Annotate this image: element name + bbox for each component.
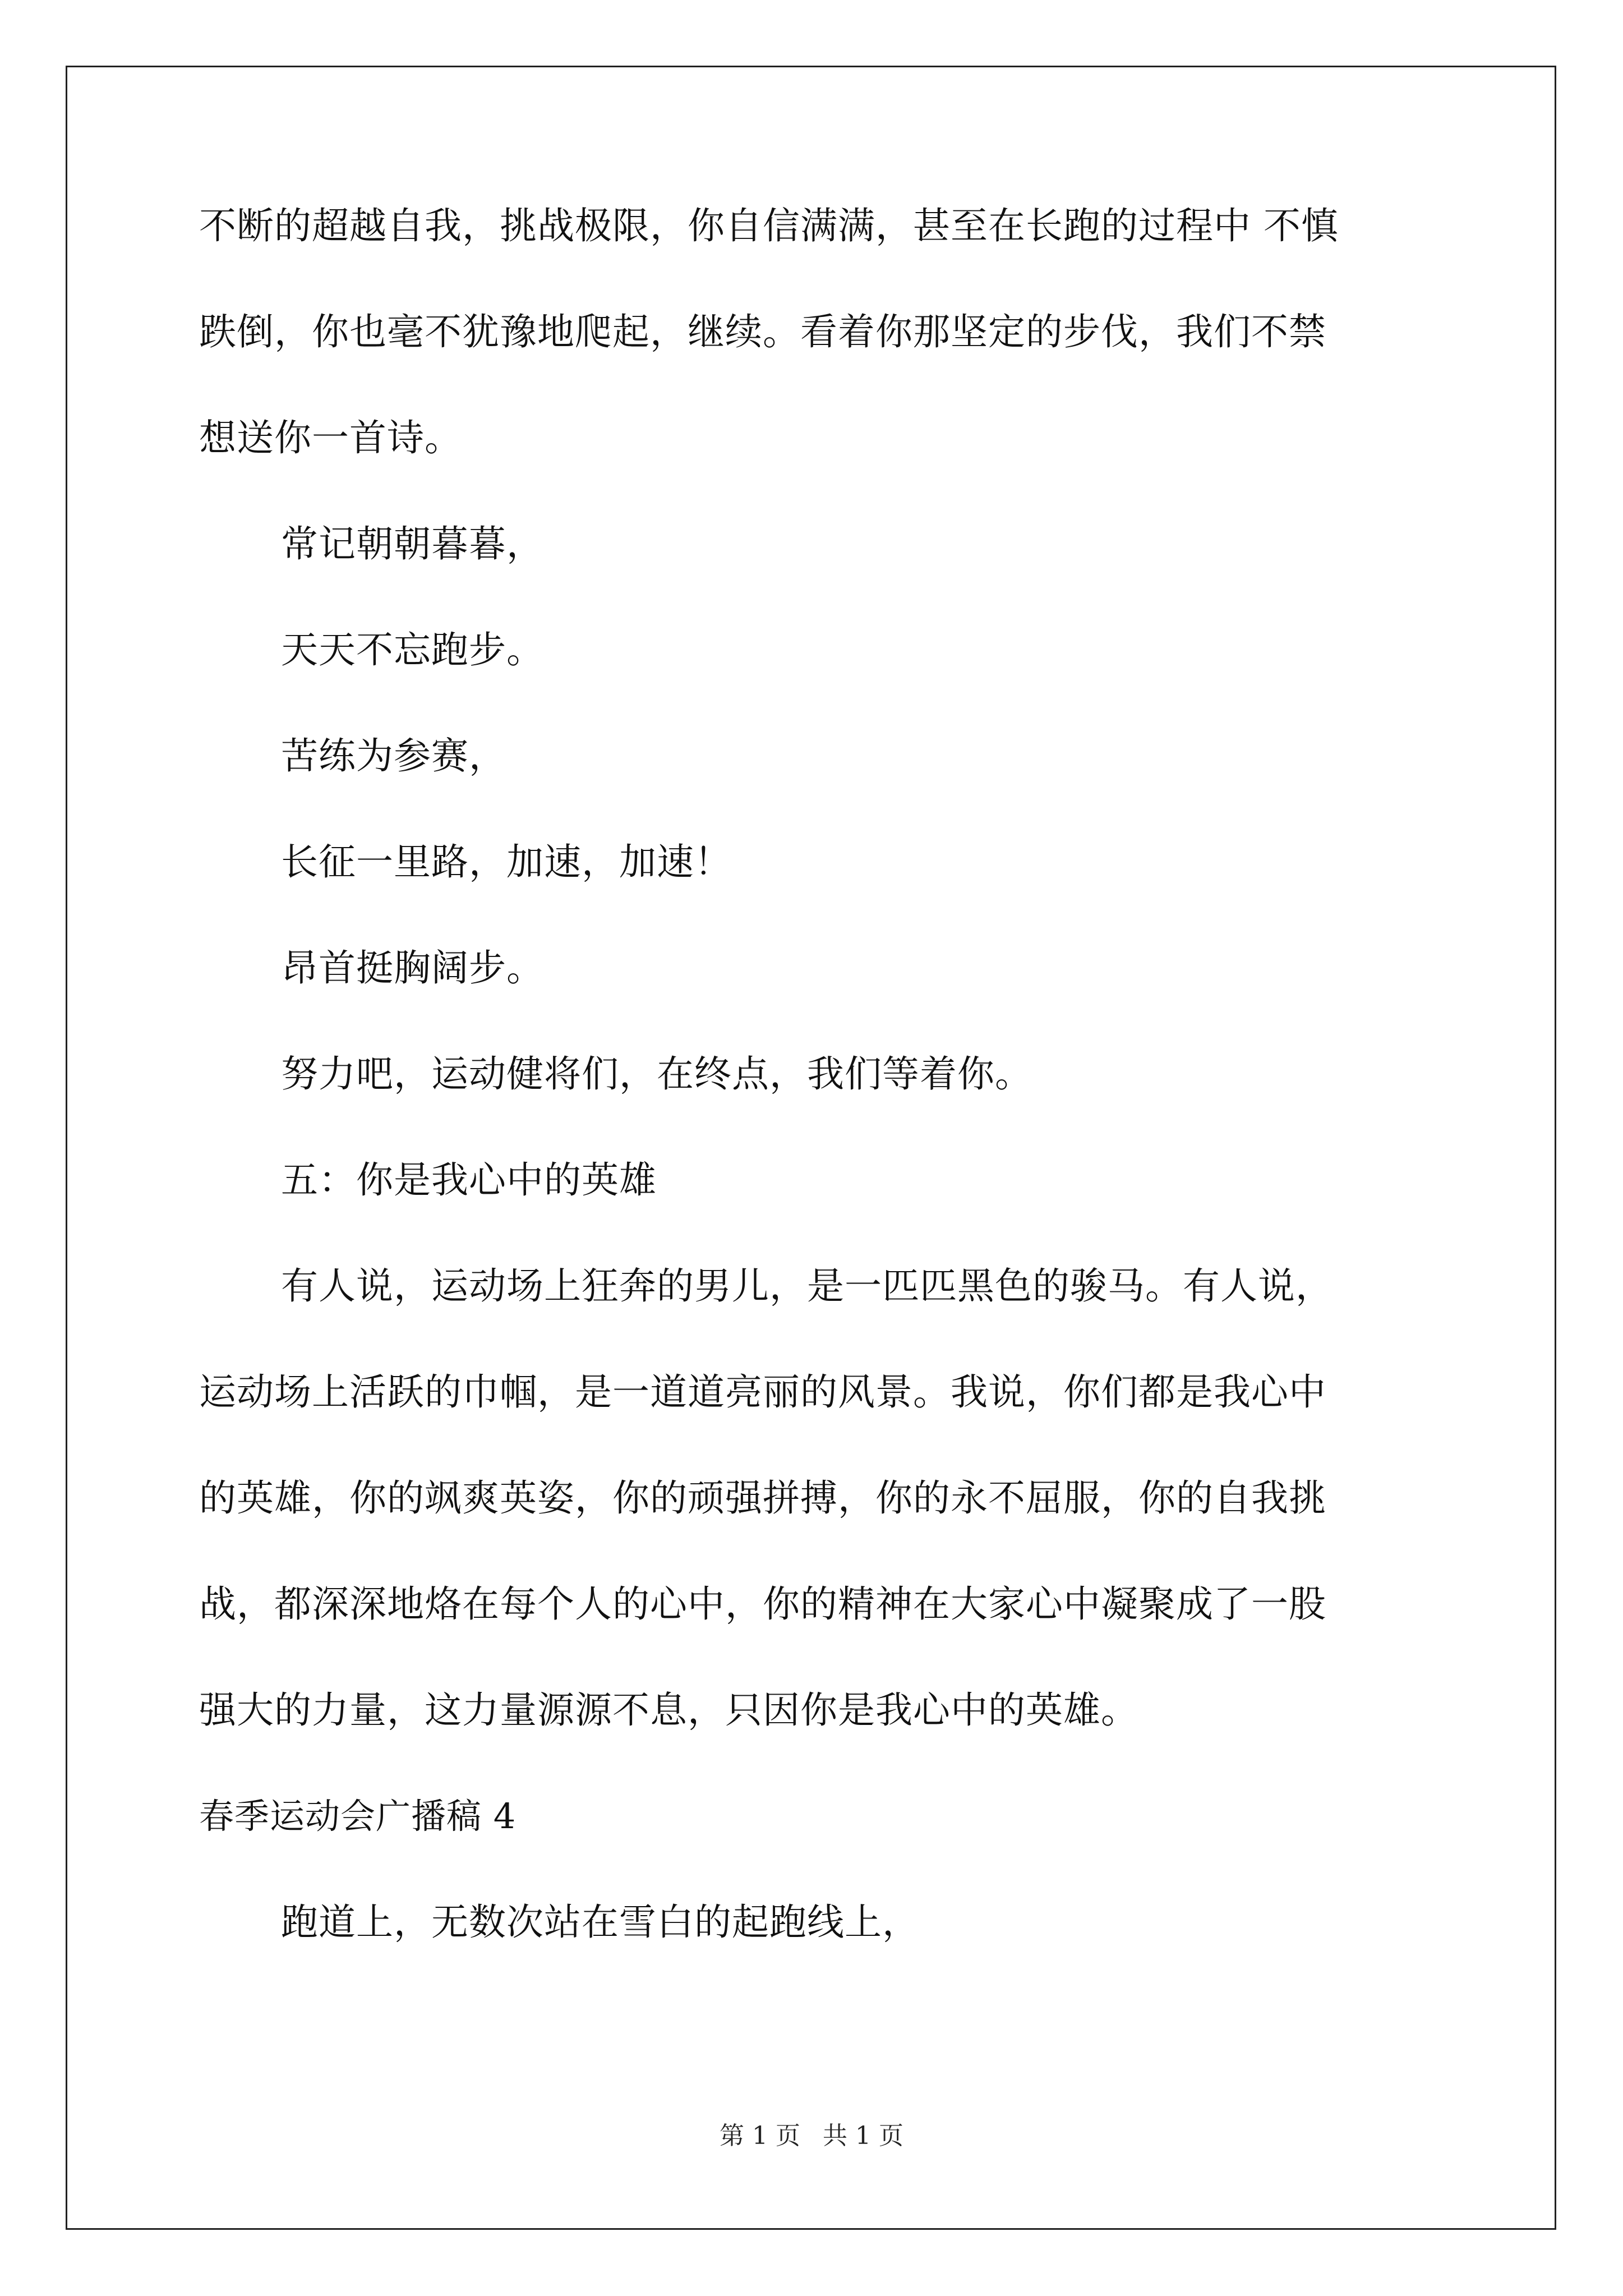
paragraph-line: 想送你一首诗。	[199, 416, 462, 459]
poem-line: 常记朝朝暮暮，	[281, 522, 544, 565]
poem-line: 长征一里路，加速，加速！	[281, 840, 732, 884]
paragraph-line: 有人说，运动场上狂奔的男儿，是一匹匹黑色的骏马。有人说，	[281, 1264, 1333, 1308]
page-footer	[0, 2124, 1623, 2148]
paragraph-line: 战，都深深地烙在每个人的心中，你的精神在大家心中凝聚成了一股	[199, 1582, 1326, 1626]
paragraph-line: 努力吧，运动健将们，在终点，我们等着你。	[281, 1052, 1032, 1096]
page-number: 第 1 页	[720, 2122, 800, 2150]
paragraph-line: 的英雄，你的飒爽英姿，你的顽强拼搏，你的永不屈服，你的自我挑	[199, 1476, 1326, 1520]
paragraph-line: 强大的力量，这力量源源不息，只因你是我心中的英雄。	[199, 1688, 1138, 1732]
paragraph-line: 跑道上，无数次站在雪白的起跑线上，	[281, 1901, 920, 1944]
paragraph-line: 不断的超越自我，挑战极限，你自信满满，甚至在长跑的过程中 不慎	[199, 204, 1339, 247]
paragraph-line: 运动场上活跃的巾帼，是一道道亮丽的风景。我说，你们都是我心中	[199, 1370, 1326, 1414]
poem-line: 昂首挺胸阔步。	[281, 946, 544, 990]
section-heading: 五：你是我心中的英雄	[281, 1158, 657, 1202]
poem-line: 天天不忘跑步。	[281, 628, 544, 671]
poem-line: 苦练为参赛，	[281, 734, 506, 777]
page-total: 共 1 页	[823, 2122, 903, 2150]
document-body	[199, 204, 1430, 2010]
document-heading: 春季运动会广播稿 4	[199, 1796, 517, 1837]
paragraph-line: 跌倒，你也毫不犹豫地爬起，继续。看着你那坚定的步伐，我们不禁	[199, 310, 1326, 353]
